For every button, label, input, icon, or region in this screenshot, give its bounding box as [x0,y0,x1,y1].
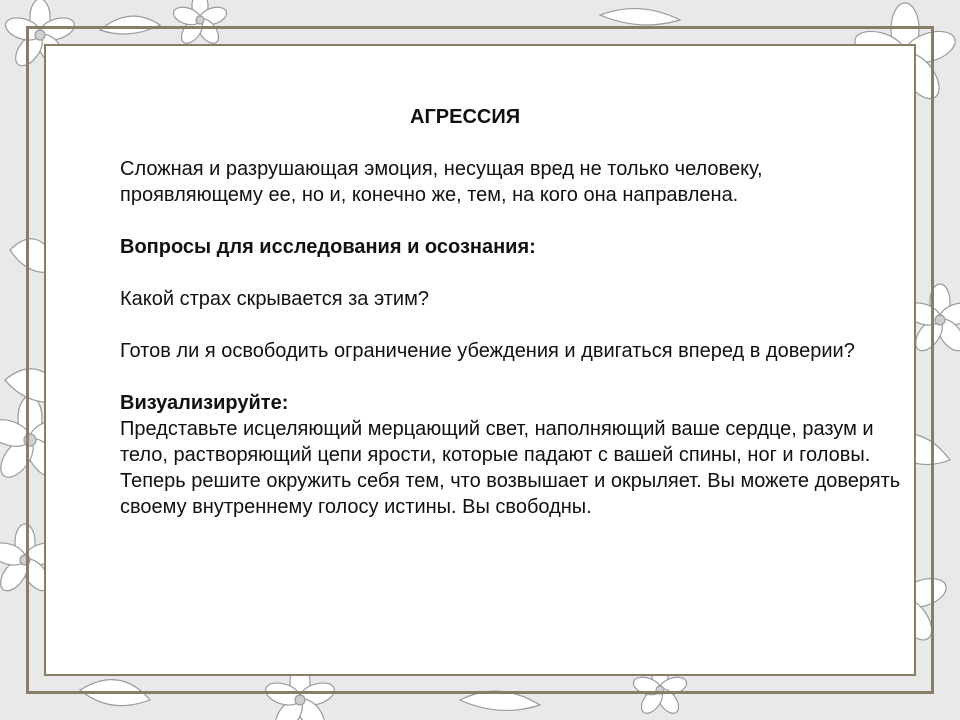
page-title: АГРЕССИЯ [410,106,521,128]
intro-paragraph: Сложная и разрушающая эмоция, несущая вред не только человеку, проявляющему ее, но и, конечно же, тем, на кого она направлена. [120,158,763,206]
question-1: Какой страх скрывается за этим? [120,288,429,310]
slide-content [120,104,910,520]
visualize-heading: Визуализируйте: [120,392,289,414]
question-2: Готов ли я освободить ограничение убеждения и двигаться вперед в доверии? [120,340,855,362]
visualize-text: Представьте исцеляющий мерцающий свет, наполняющий ваше сердце, разум и тело, растворяющий цепи ярости, которые падают с вашей спины, ног и головы. Теперь решите окружить себя тем, что возвышает и окрыляет. Вы можете доверять своему внутреннему голосу истины. Вы свободны. [120,418,901,518]
questions-heading: Вопросы для исследования и осознания: [120,236,536,258]
